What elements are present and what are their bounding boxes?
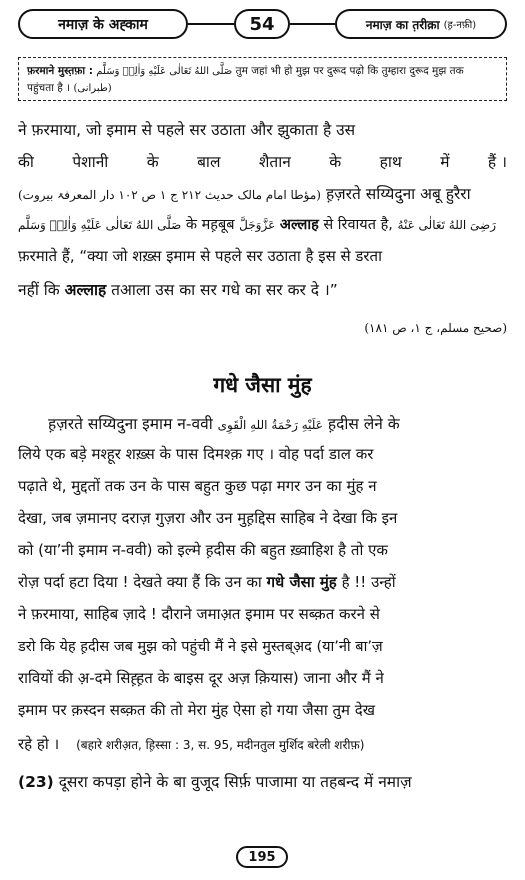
text-line: डरो कि येह ह़दीस जब मुझ को पहुंची मैं ने इसे मुस्तब्अ़द (या’नी बा’ज़ <box>18 639 383 655</box>
point-number: (23) <box>18 773 54 791</box>
text-segment: तआला उस का सर गधे का सर कर दे ।” <box>111 281 338 299</box>
word: हैं । <box>487 153 507 171</box>
bold-phrase: गधे जैसा मुंह <box>266 573 337 591</box>
header-left-text: नमाज़ के अह्काम <box>58 16 148 33</box>
bold-word: अल्लाह <box>279 217 319 233</box>
text-line: को (या’नी इमाम न-ववी) को इल्मे ह़दीस की बहुत ख़्वाहिश है तो एक <box>18 541 388 559</box>
text-line: लिये एक बड़े मश्हूर शख़्स के पास दिमश्क़ गए । वोह पर्दा डाल कर <box>18 445 374 463</box>
numbered-point <box>18 770 507 792</box>
header-rule-right <box>290 23 335 25</box>
saying-label: फ़रमाने मुस्त़फ़ा : <box>27 65 93 77</box>
text-line-justified <box>18 150 507 172</box>
text-line: ने फ़रमाया, जो इमाम से पहले सर उठाता और झुकाता है उस <box>18 121 356 139</box>
text-segment: नहीं कि <box>18 281 60 299</box>
word: के <box>329 153 342 171</box>
prophetic-saying-box <box>18 57 507 101</box>
saying-text-line2: पहुंचता है । <box>27 82 71 94</box>
word: पेशानी <box>72 153 109 171</box>
text-line <box>18 734 507 754</box>
section-heading: गधे जैसा मुंह <box>213 373 312 397</box>
word: की <box>18 153 34 171</box>
text-line: इमाम पर क़स्दन सब्क़त की तो मेरा मुंह ऐसा हो गया जैसा तुम देख <box>18 701 375 719</box>
citation-arabic: (صحیح مسلم، ج ۱، ص ۱۸۱) <box>364 321 507 335</box>
arabic-honorific: رَضِیَ اللهُ تَعَالٰی عَنْهُ <box>397 218 496 232</box>
header-right-text: नमाज़ का त़रीक़ा <box>365 17 440 32</box>
header-rule-left <box>188 23 234 25</box>
saying-source: (طبرانی) <box>73 83 112 94</box>
text-line <box>18 182 507 204</box>
citation-arabic: (مؤطا امام مالک حدیث ۲۱۲ ج ۱ ص ۱۰۲ دار المعرفۃ بیروت) <box>18 188 321 202</box>
saying-text-line1: तुम जहां भी हो मुझ पर दुरूद पढ़ो कि तुम्हारा दुरूद मुझ तक <box>235 65 464 77</box>
header-chapter-title <box>335 9 507 39</box>
word: के <box>146 153 159 171</box>
arabic-honorific: عَزَّوَجَلَّ <box>239 218 276 232</box>
text-line <box>18 278 507 300</box>
text-segment: के मह़बूब <box>185 217 235 233</box>
footer-page-number-text: 195 <box>248 849 276 865</box>
text-line: ने फ़रमाया, साहिब ज़ादे ! दौराने जमाअ़त इमाम पर सब्क़त करने से <box>18 605 380 623</box>
arabic-honorific: صَلَّى اللهُ تَعَالٰى عَلَيْهِ وَاٰلِهٖ وَسَلَّم <box>18 218 182 232</box>
text-segment: रोज़ पर्दा हटा दिया ! देखते क्या हैं कि उन का <box>18 573 262 591</box>
arabic-honorific: عَلَیْهِ رَحْمَةُ اللهِ الْقَوِی <box>217 418 323 432</box>
word: बाल <box>197 153 221 171</box>
word: हाथ <box>379 153 402 171</box>
header-page-number <box>234 9 290 39</box>
text-line: देखा, जब ज़मानए दराज़ गुज़रा और उन मुह़द्दिस साहिब ने देखा कि इन <box>18 509 398 527</box>
header-right-subtext: (ह़-नफ़ी) <box>443 20 477 31</box>
text-line: फ़रमाते हैं, “क्या जो शख़्स इमाम से पहले सर उठाता है इस से डरता <box>18 247 382 265</box>
header-book-title <box>18 9 188 39</box>
text-segment: ह़ज़रते सय्यिदुना अबू हुरैरा <box>325 185 471 203</box>
text-segment: है !! उन्हों <box>341 573 396 591</box>
text-segment: ह़ज़रते सय्यिदुना इमाम न-ववी <box>48 415 213 433</box>
text-line <box>18 412 507 434</box>
text-line: पढ़ाते थे, मुद्दतों तक उन के पास बहुत कुछ पढ़ा मगर उन का मुंह न <box>18 477 377 495</box>
bold-word: अल्लाह <box>64 281 107 299</box>
text-line <box>18 318 507 336</box>
text-segment: रहे हो । <box>18 735 60 753</box>
text-line: रावियों की अ़-दमे सिह़्ह़त के बाइस दूर अज़ क़ियास) जाना और मैं ने <box>18 669 384 687</box>
text-segment: ह़दीस लेने के <box>327 415 400 433</box>
footer-page-number <box>236 846 288 868</box>
point-text: दूसरा कपड़ा होने के बा वुजूद सिर्फ़ पाजामा या तहबन्द में नमाज़ <box>58 773 412 791</box>
saying-arabic-honorific: صَلَّى اللهُ تَعَالٰى عَلَيْهِ وَاٰلِهٖ وَسَلَّم <box>96 66 233 77</box>
word: में <box>440 153 450 171</box>
word: शैतान <box>258 153 291 171</box>
text-line <box>18 572 507 592</box>
text-line <box>18 214 507 234</box>
citation: (बहारे शरीअ़त, ह़िस्सा : 3, स. 95, मदीनतुल मुर्शिद बरेली शरीफ़) <box>76 738 365 752</box>
text-segment: से रिवायत है, <box>323 217 393 233</box>
header-page-number-text: 54 <box>249 13 275 35</box>
